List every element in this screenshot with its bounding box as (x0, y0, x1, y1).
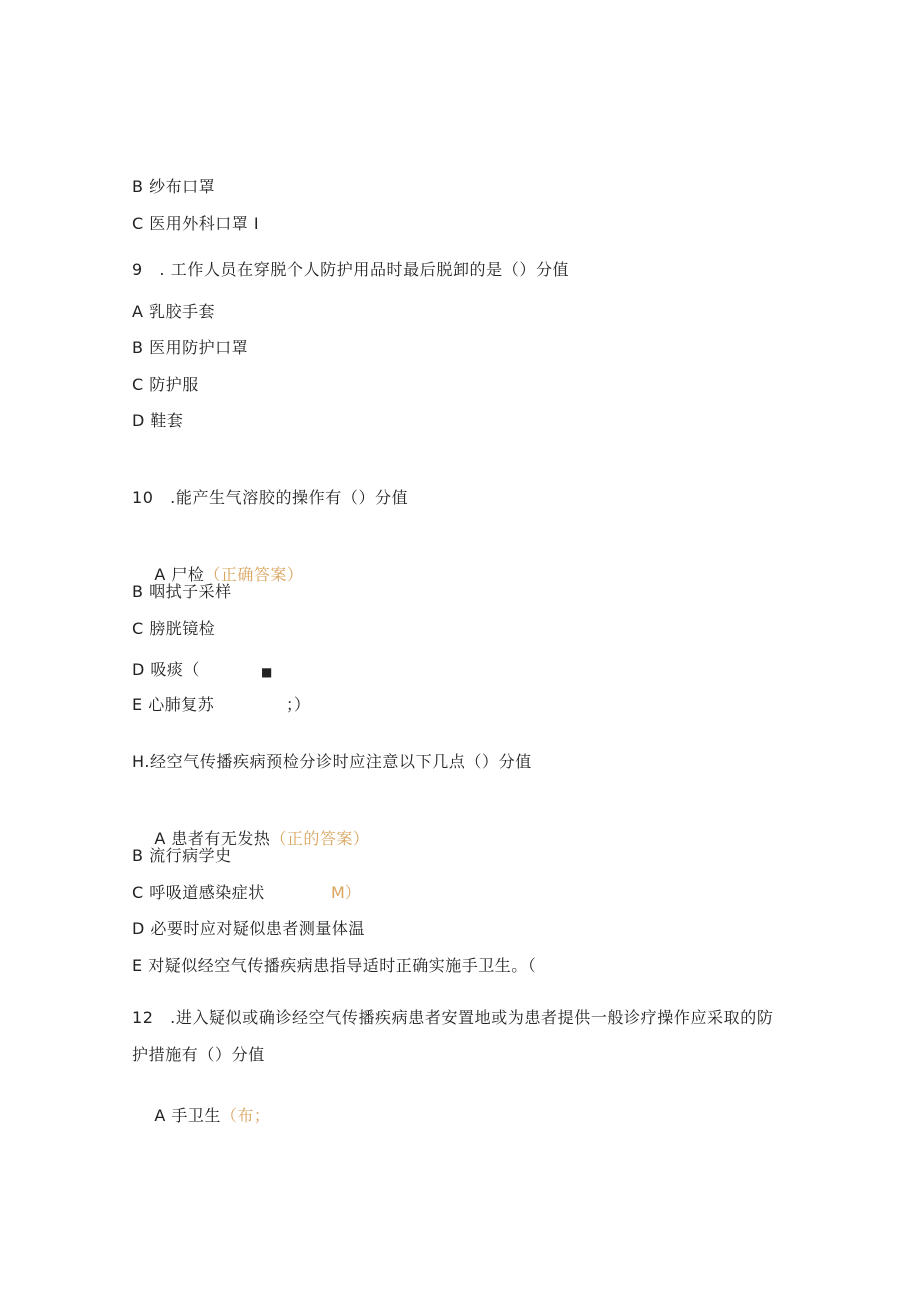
black-square-mark: ■ (261, 665, 273, 679)
option-c-answer-fragment: M） (331, 883, 361, 902)
option-c-surgical-mask: C 医用外科口罩 I (132, 214, 260, 233)
question-9-stem: 9 . 工作人员在穿脱个人防护用品时最后脱卸的是（）分值 (132, 260, 570, 279)
answer-fragment: （布； (220, 1106, 271, 1125)
question-10-stem: 10 .能产生气溶胶的操作有（）分值 (132, 488, 409, 507)
question-10-option-c: C 膀胱镜检 (132, 619, 216, 638)
question-11-option-d: D 必要时应对疑似患者测量体温 (132, 919, 365, 938)
question-12-option-a (132, 1086, 270, 1146)
question-10-option-e: E 心肺复苏 (132, 695, 215, 714)
question-10-option-b: B 咽拭子采样 (132, 582, 232, 601)
option-b-gauze-mask: B 纱布口罩 (132, 177, 216, 196)
question-10-option-d: D 吸痰（ (132, 660, 200, 679)
correct-answer-note: （正的答案） (270, 829, 370, 848)
question-9-option-d: D 鞋套 (132, 411, 184, 430)
option-a-text: A 手卫生 (154, 1106, 221, 1125)
question-11-stem: H.经空气传播疾病预检分诊时应注意以下几点（）分值 (132, 752, 532, 771)
question-9-option-a: A 乳胶手套 (132, 302, 216, 321)
correct-answer-note: （正确答案） (204, 565, 304, 584)
question-11-option-c: C 呼吸道感染症状 (132, 883, 265, 902)
option-a-text: A 尸检 (154, 565, 205, 584)
option-e-trailing-mark: ；） (286, 695, 311, 714)
question-12-stem-line-1: 12 .进入疑似或确诊经空气传播疾病患者安置地或为患者提供一般诊疗操作应采取的防 (132, 1008, 774, 1027)
question-9-option-c: C 防护服 (132, 375, 199, 394)
option-a-text: A 患者有无发热 (154, 829, 271, 848)
question-11-option-e: E 对疑似经空气传播疾病患指导适时正确实施手卫生。（ (132, 956, 537, 975)
question-9-option-b: B 医用防护口罩 (132, 338, 249, 357)
question-12-stem-line-2: 护措施有（）分值 (132, 1045, 265, 1064)
question-11-option-b: B 流行病学史 (132, 846, 232, 865)
